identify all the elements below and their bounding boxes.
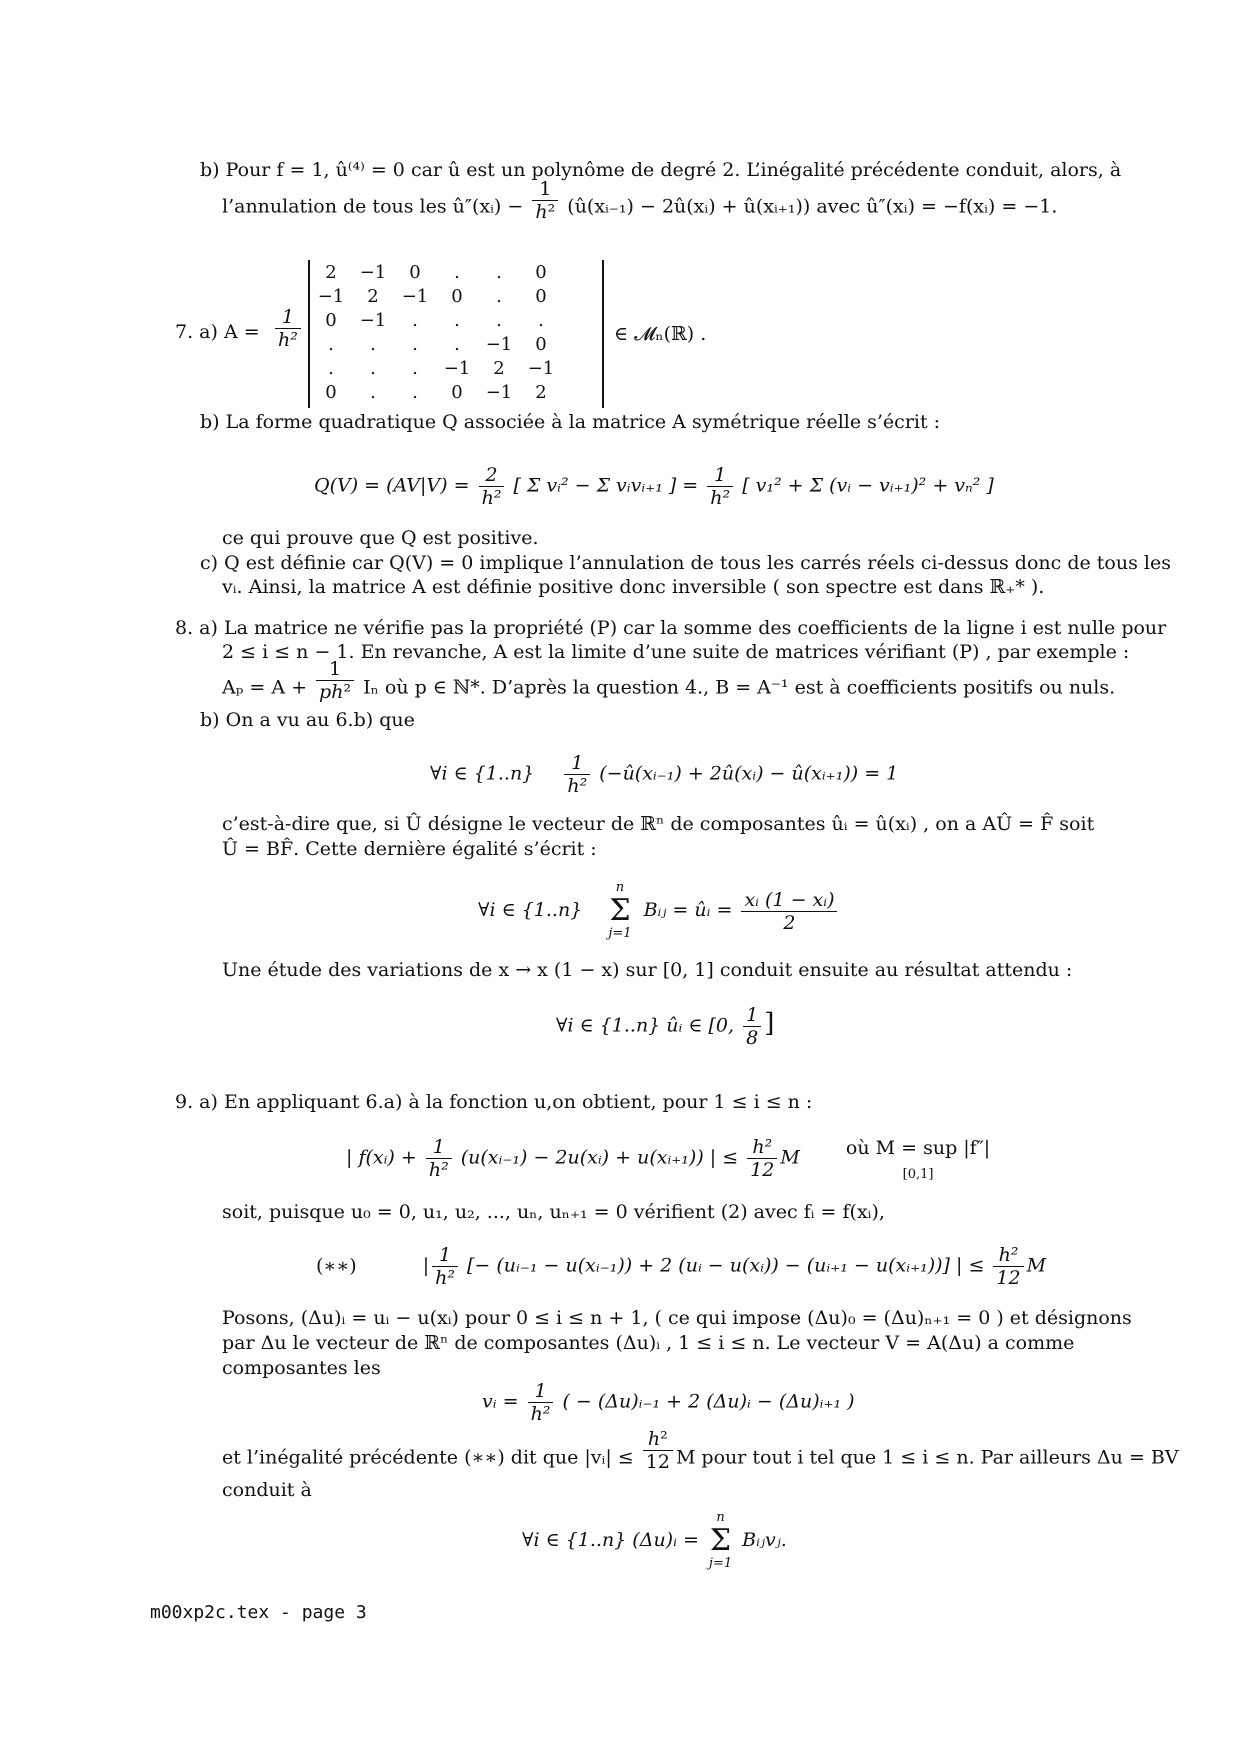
q9a-eq2-tag: (∗∗) [316,1254,357,1277]
q9a-eq2: (∗∗) | $\frac{1}{\text{h²}}$ [− (uᵢ₋₁ − u(xᵢ₋₁)) + 2 (uᵢ − u(xᵢ)) − (uᵢ₊₁ − u(xᵢ₊₁))] | ≤ $\frac{\text{h²}}{12}$ M [316,1244,1047,1289]
page-footer: m00xp2c.tex - page 3 [150,1602,367,1623]
matrix-cell: . [370,381,376,403]
q8a-line1: 8. a) La matrice ne vérifie pas la propriété (P) car la somme des coefficients de la ligne i est nulle pour [175,617,1167,639]
matrix-cell: 0 [409,261,421,283]
matrix-row [310,260,562,284]
matrix-cell: −1 [485,381,513,403]
q7b-after: ce qui prouve que Q est positive. [222,527,539,549]
q8b-eq3: ∀i ∈ {1..n} ûᵢ ∈ [0, $\frac{1}{8}$ ] [556,1004,775,1049]
matrix-cell: . [496,285,502,307]
q9a-eq1: | f(xᵢ) + $\frac{1}{\text{h²}}$ (u(xᵢ₋₁) − 2u(xᵢ) + u(xᵢ₊₁)) | ≤ $\frac{\text{h²}}{12}$ M où M = sup |f″| [0,1] [346,1136,991,1182]
q8b-eq1: ∀i ∈ {1..n} $\frac{1}{\text{h²}}$ (−û(xᵢ₋₁) + 2û(xᵢ) − û(xᵢ₊₁)) = 1 [430,752,899,797]
matrix-cell: 2 [535,381,547,403]
matrix-cell: 2 [325,261,337,283]
q8a-line3: Aₚ = A + $\frac{1}{\text{ph²}}$ Iₙ où p ∈ ℕ*. D’après la question 4., B = A⁻¹ est à coefficients positifs ou nuls. [222,658,1116,703]
q9a-text5-post: M pour tout i tel que 1 ≤ i ≤ n. Par ailleurs Δu = BV [675,1446,1179,1469]
matrix-cell: −1 [443,357,471,379]
q-formula-left: Q(V) = (AV|V) = [314,474,470,497]
q8a-line3-post: Iₙ où p ∈ ℕ*. D’après la question 4., B = A⁻¹ est à coefficients positifs ou nuls. [363,676,1116,699]
matrix-row [310,308,562,332]
q7c-line1: c) Q est définie car Q(V) = 0 implique l’annulation de tous les carrés réels ci-dessus donc de tous les [200,552,1171,574]
q9a-text3: par Δu le vecteur de ℝⁿ de composantes (Δu)ᵢ , 1 ≤ i ≤ n. Le vecteur V = A(Δu) a comme [222,1332,1075,1354]
q-formula-end: [ v₁² + Σ (vᵢ − vᵢ₊₁)² + vₙ² ] [742,474,994,497]
matrix-cell: . [370,357,376,379]
matrix-row [310,356,562,380]
q7c-line2: vᵢ. Ainsi, la matrice A est définie positive donc inversible ( son spectre est dans ℝ₊* ). [222,576,1045,598]
q9a-text1: soit, puisque u₀ = 0, u₁, u₂, ..., uₙ, uₙ₊₁ = 0 vérifient (2) avec fᵢ = f(xᵢ), [222,1201,885,1223]
q8a-line2: 2 ≤ i ≤ n − 1. En revanche, A est la limite d’une suite de matrices vérifiant (P) , par exemple : [222,641,1130,663]
matrix-cell: 0 [325,309,337,331]
q9a-eq1-pre: | f(xᵢ) + [346,1146,417,1169]
matrix-cell: . [370,333,376,355]
q7-label-text: 7. a) A = [175,321,260,343]
q7b-line: b) La forme quadratique Q associée à la matrice A symétrique réelle s’écrit : [200,411,941,433]
matrix-cell: 0 [451,381,463,403]
q8b-eq1-pre: ∀i ∈ {1..n} [430,762,535,785]
q9a-eq4: ∀i ∈ {1..n} (Δu)ᵢ = n Σ j=1 Bᵢⱼvⱼ. [522,1510,787,1571]
q8b-line: b) On a vu au 6.b) que [200,709,415,731]
q9a-eq3-post: ( − (Δu)ᵢ₋₁ + 2 (Δu)ᵢ − (Δu)ᵢ₊₁ ) [562,1390,855,1413]
q7-label [175,320,260,344]
matrix-cell: . [328,333,334,355]
q9a-text2: Posons, (Δu)ᵢ = uᵢ − u(xᵢ) pour 0 ≤ i ≤ n + 1, ( ce qui impose (Δu)₀ = (Δu)ₙ₊₁ = 0 ) et désignons [222,1307,1132,1329]
q9a-eq3: vᵢ = $\frac{1}{\text{h²}}$ ( − (Δu)ᵢ₋₁ + 2 (Δu)ᵢ − (Δu)ᵢ₊₁ ) [482,1380,855,1425]
matrix-cell: 2 [367,285,379,307]
q8b-eq2-den: 2 [783,911,796,934]
matrix-cell: . [454,309,460,331]
matrix-cell: . [412,309,418,331]
q9a-text4: composantes les [222,1357,381,1379]
q7-frac: $\frac{1}{\text{h²}}$ [272,306,304,351]
matrix-row [310,284,562,308]
matrix-cell: . [454,333,460,355]
q9a-eq1-post: M [780,1146,800,1169]
matrix-cell: 0 [451,285,463,307]
q8b-eq2-mid: Bᵢⱼ = ûᵢ = [643,899,733,921]
matrix-cell: . [496,309,502,331]
matrix-cell: 0 [535,261,547,283]
matrix-row [310,332,562,356]
q8b-text2: c’est-à-dire que, si Û désigne le vecteur de ℝⁿ de composantes ûᵢ = û(xᵢ) , on a AÛ = F̂ soit [222,813,1095,835]
matrix-cell: −1 [317,285,345,307]
matrix-cell: 0 [535,333,547,355]
q9a-sup-sub: [0,1] [902,1167,934,1182]
q8b-text3: Û = BF̂. Cette dernière égalité s’écrit : [222,838,597,860]
q9a-sup: où M = sup |f″| [845,1137,991,1159]
q9a-text5: et l’inégalité précédente (∗∗) dit que |vᵢ| ≤ $\frac{\text{h²}}{12}$ M pour tout i tel que 1 ≤ i ≤ n. Par ailleurs Δu = BV [222,1428,1179,1473]
q7b-formula: Q(V) = (AV|V) = $\frac{2}{\text{h²}}$ [ Σ vᵢ² − Σ vᵢvᵢ₊₁ ] = $\frac{1}{\text{h²}}$ [ v₁² + Σ (vᵢ − vᵢ₊₁)² + vₙ² ] [314,464,994,509]
q9a-eq1-mid: (u(xᵢ₋₁) − 2u(xᵢ) + u(xᵢ₊₁)) | ≤ [460,1146,739,1169]
q6b-line2-pre: l’annulation de tous les û″(xᵢ) − [222,195,524,218]
matrix-cell: . [496,261,502,283]
matrix-cell: . [412,333,418,355]
q9a-eq3-pre: vᵢ = [482,1390,519,1413]
q6b-line1: b) Pour f = 1, û⁽⁴⁾ = 0 car û est un polynôme de degré 2. L’inégalité précédente conduit, alors, à [200,159,1122,181]
matrix-cell: 0 [535,285,547,307]
matrix-cell: −1 [359,309,387,331]
matrix-table [310,260,562,404]
matrix-cell: . [412,381,418,403]
q9a-text6: conduit à [222,1479,312,1501]
q9a-eq2-body: [− (uᵢ₋₁ − u(xᵢ₋₁)) + 2 (uᵢ − u(xᵢ)) − (uᵢ₊₁ − u(xᵢ₊₁))] | ≤ [467,1254,985,1277]
matrix-cell: −1 [401,285,429,307]
matrix-A [308,260,604,408]
q9a-line: 9. a) En appliquant 6.a) à la fonction u,on obtient, pour 1 ≤ i ≤ n : [175,1091,813,1113]
q9a-eq4-post: Bᵢⱼvⱼ. [742,1529,787,1551]
q8b-eq2: ∀i ∈ {1..n} n Σ j=1 Bᵢⱼ = ûᵢ = $\frac{\text{xᵢ (1 − xᵢ)}}{2}$ [478,880,840,942]
matrix-cell: −1 [359,261,387,283]
q8b-eq2-num: xᵢ (1 − xᵢ) [741,889,837,912]
q8b-eq1-post: (−û(xᵢ₋₁) + 2û(xᵢ) − û(xᵢ₊₁)) = 1 [599,762,899,785]
matrix-cell: . [328,357,334,379]
q7-set: ∈ 𝓜ₙ(ℝ) . [614,323,707,345]
q8b-eq3-text: ∀i ∈ {1..n} ûᵢ ∈ [0, [556,1014,735,1037]
q8b-eq2-pre: ∀i ∈ {1..n} [478,899,583,921]
q8a-line3-pre: Aₚ = A + [222,676,307,699]
matrix-row [310,380,562,404]
q9a-text5-pre: et l’inégalité précédente (∗∗) dit que |vᵢ| ≤ [222,1446,634,1469]
matrix-cell: 2 [493,357,505,379]
q6b-line2: l’annulation de tous les û″(xᵢ) − $\frac{1}{\text{h²}}$ (û(xᵢ₋₁) − 2û(xᵢ) + û(xᵢ₊₁)) avec û″(xᵢ) = −f(xᵢ) = −1. [222,178,1058,223]
q8b-text4: Une étude des variations de x → x (1 − x) sur [0, 1] conduit ensuite au résultat attendu : [222,959,1073,981]
q-formula-mid: [ Σ vᵢ² − Σ vᵢvᵢ₊₁ ] = [513,474,699,497]
matrix-cell: . [538,309,544,331]
matrix-cell: −1 [527,357,555,379]
q6b-line2-post: (û(xᵢ₋₁) − 2û(xᵢ) + û(xᵢ₊₁)) avec û″(xᵢ) = −f(xᵢ) = −1. [567,195,1058,218]
matrix-cell: . [412,357,418,379]
matrix-cell: −1 [485,333,513,355]
q9a-eq4-pre: ∀i ∈ {1..n} (Δu)ᵢ = [522,1529,699,1551]
matrix-cell: 0 [325,381,337,403]
matrix-cell: . [454,261,460,283]
